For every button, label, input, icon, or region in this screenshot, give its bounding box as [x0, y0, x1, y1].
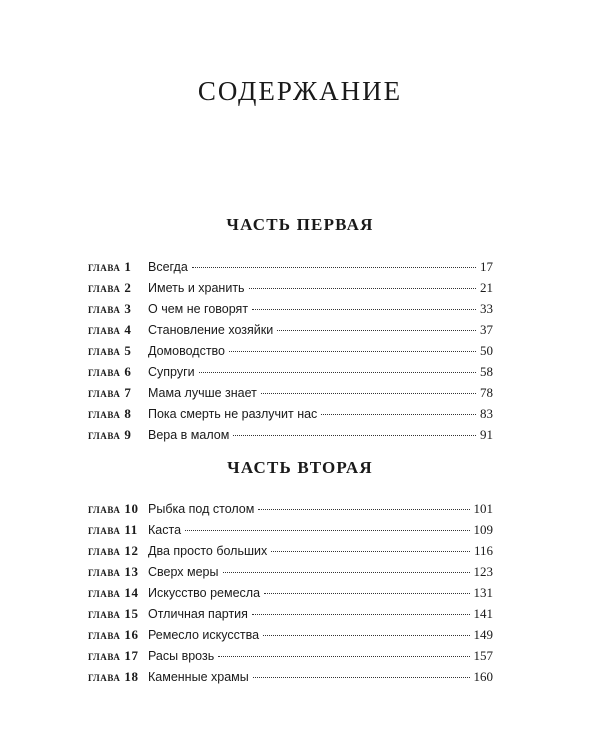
page-number: 21	[480, 280, 493, 295]
dot-leader	[263, 634, 469, 636]
chapter-label: глава 1	[88, 259, 132, 274]
toc-entry	[88, 256, 493, 277]
chapter-title: Становление хозяйки	[148, 323, 274, 337]
toc-entry	[88, 382, 493, 403]
chapter-label: глава 5	[88, 343, 132, 358]
dot-leader	[321, 413, 476, 415]
toc-entry	[88, 645, 493, 666]
dot-leader	[249, 287, 476, 289]
toc-entry	[88, 277, 493, 298]
page-number: 78	[480, 385, 493, 400]
chapter-label: глава 12	[88, 543, 139, 558]
dot-leader	[261, 392, 476, 394]
dot-leader	[271, 550, 470, 552]
toc-entry	[88, 519, 493, 540]
toc-entry	[88, 603, 493, 624]
chapter-title: Вера в малом	[148, 428, 230, 442]
dot-leader	[199, 371, 476, 373]
toc-entry	[88, 340, 493, 361]
chapter-title: Отличная партия	[148, 607, 248, 621]
chapter-title: О чем не говорят	[148, 302, 249, 316]
chapter-label: глава 6	[88, 364, 132, 379]
chapter-title: Домоводство	[148, 344, 226, 358]
toc-entry	[88, 424, 493, 445]
toc-entry	[88, 582, 493, 603]
chapter-title: Искусство ремесла	[148, 586, 261, 600]
chapter-label: глава 9	[88, 427, 132, 442]
page-number: 109	[473, 522, 493, 537]
chapter-title: Каста	[148, 523, 182, 537]
chapter-title: Супруги	[148, 365, 195, 379]
chapter-title: Ремесло искусства	[148, 628, 260, 642]
dot-leader	[185, 529, 469, 531]
dot-leader	[258, 508, 469, 510]
chapter-label: глава 4	[88, 322, 132, 337]
chapter-label: глава 17	[88, 648, 139, 663]
chapter-title: Иметь и хранить	[148, 281, 245, 295]
chapter-label: глава 2	[88, 280, 132, 295]
dot-leader	[252, 308, 476, 310]
toc-list-part-1	[88, 256, 493, 445]
page-number: 116	[473, 543, 493, 558]
page-number: 149	[473, 627, 493, 642]
toc-entry	[88, 561, 493, 582]
dot-leader	[218, 655, 469, 657]
dot-leader	[253, 676, 470, 678]
chapter-title: Два просто больших	[148, 544, 268, 558]
chapter-title: Всегда	[148, 260, 188, 274]
chapter-label: глава 15	[88, 606, 139, 621]
dot-leader	[277, 329, 476, 331]
page-number: 58	[480, 364, 493, 379]
page-title: СОДЕРЖАНИЕ	[197, 76, 403, 106]
dot-leader	[229, 350, 476, 352]
dot-leader	[233, 434, 476, 436]
dot-leader	[264, 592, 469, 594]
page-number: 83	[480, 406, 493, 421]
page-number: 141	[473, 606, 493, 621]
toc-list-part-2	[88, 498, 493, 687]
chapter-label: глава 11	[88, 522, 138, 537]
page-number: 33	[480, 301, 493, 316]
chapter-title: Каменные храмы	[148, 670, 249, 684]
page-number: 37	[480, 322, 493, 337]
page-number: 123	[473, 564, 493, 579]
toc-entry	[88, 298, 493, 319]
toc-entry	[88, 498, 493, 519]
toc-entry	[88, 403, 493, 424]
chapter-title: Расы врозь	[148, 649, 215, 663]
dot-leader	[223, 571, 470, 573]
chapter-label: глава 13	[88, 564, 139, 579]
part-heading-2: ЧАСТЬ ВТОРАЯ	[227, 458, 373, 477]
chapter-title: Сверх меры	[148, 565, 219, 579]
toc-entry	[88, 540, 493, 561]
page-number: 17	[480, 259, 493, 274]
page-number: 157	[473, 648, 493, 663]
toc-entry	[88, 319, 493, 340]
part-heading-1: ЧАСТЬ ПЕРВАЯ	[226, 215, 374, 234]
page-number: 50	[480, 343, 493, 358]
page-number: 160	[473, 669, 493, 684]
toc-entry	[88, 666, 493, 687]
chapter-title: Рыбка под столом	[148, 502, 255, 516]
page-number: 101	[473, 501, 493, 516]
chapter-label: глава 10	[88, 501, 139, 516]
chapter-label: глава 8	[88, 406, 132, 421]
chapter-label: глава 14	[88, 585, 139, 600]
chapter-label: глава 18	[88, 669, 139, 684]
chapter-title: Пока смерть не разлучит нас	[148, 407, 318, 421]
toc-entry	[88, 624, 493, 645]
toc-entry	[88, 361, 493, 382]
page-number: 131	[473, 585, 493, 600]
dot-leader	[252, 613, 470, 615]
page-number: 91	[480, 427, 493, 442]
chapter-label: глава 3	[88, 301, 132, 316]
dot-leader	[192, 266, 476, 268]
chapter-label: глава 7	[88, 385, 132, 400]
chapter-title: Мама лучше знает	[148, 386, 257, 400]
chapter-label: глава 16	[88, 627, 139, 642]
